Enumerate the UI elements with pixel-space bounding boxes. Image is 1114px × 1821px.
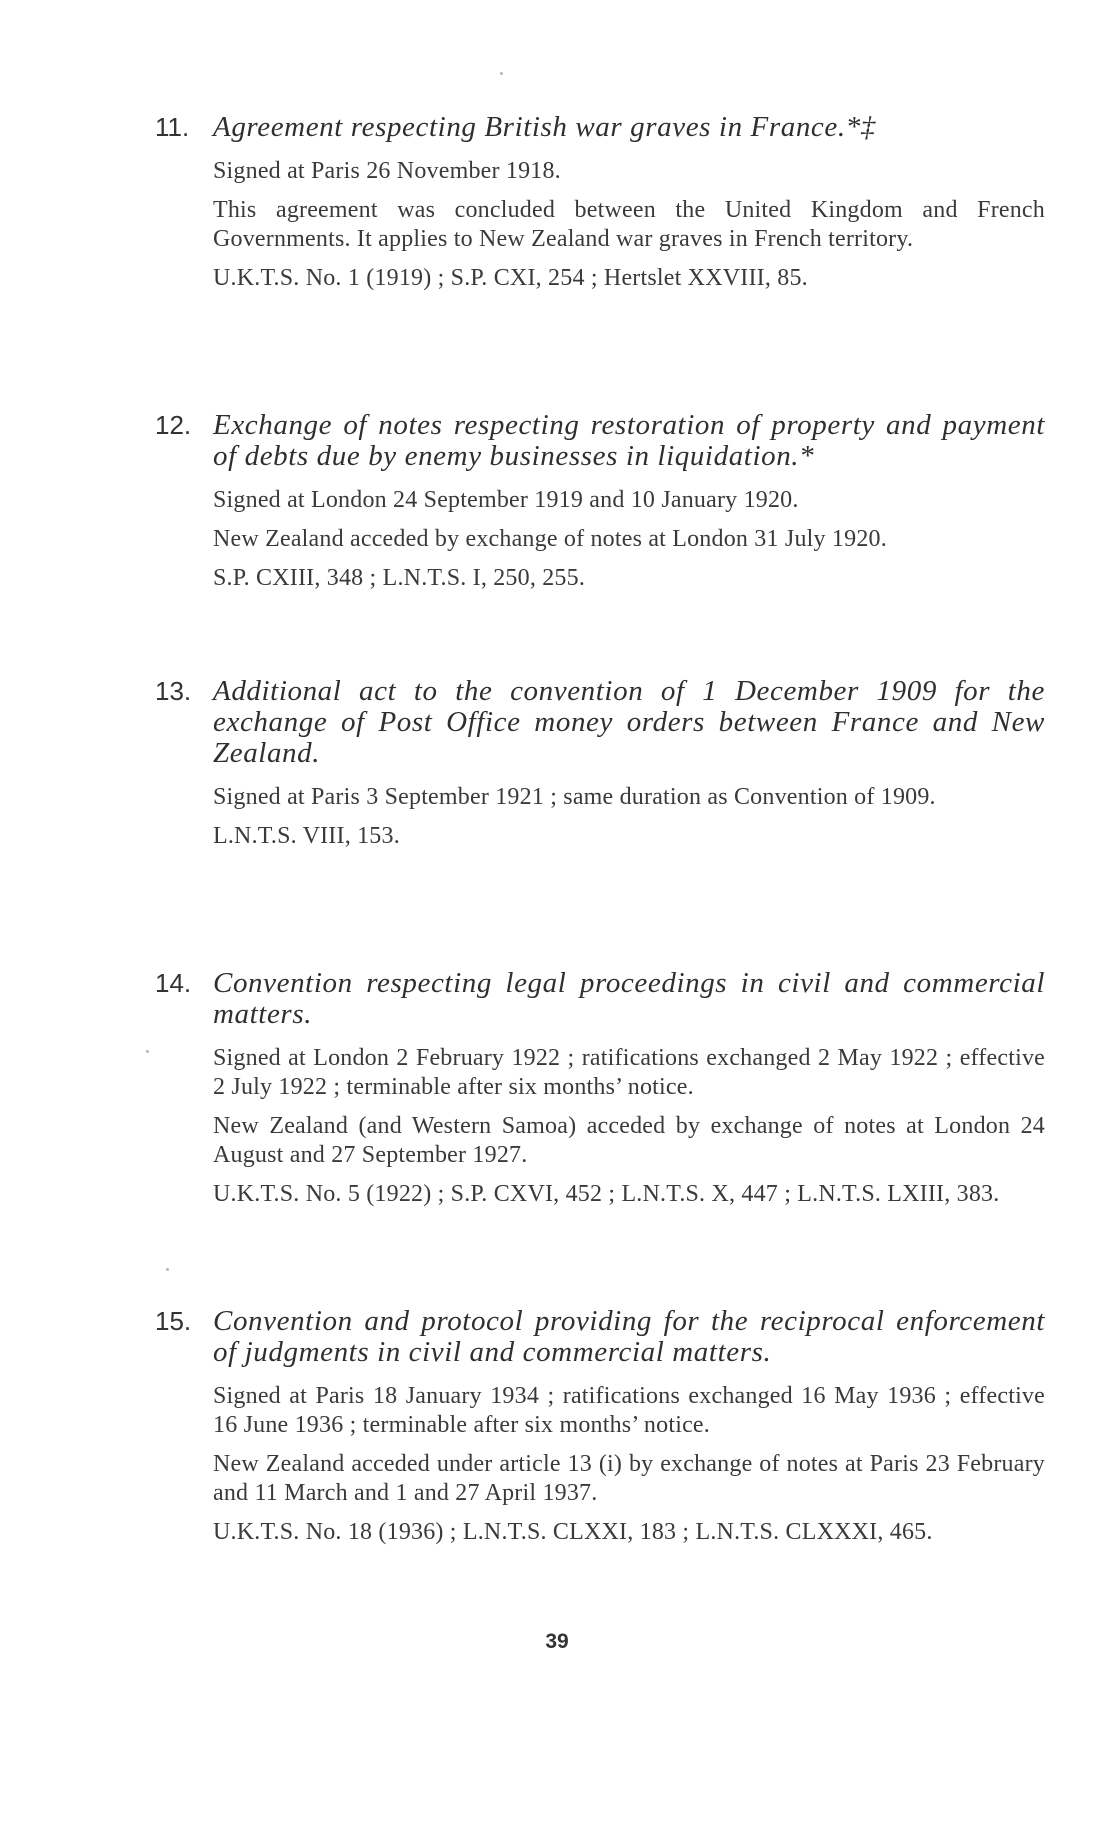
entry-number: 12. [155,410,192,440]
entry-title-text: Convention respecting legal proceedings in civil and commercial matters. [213,967,1045,1030]
entry-title-text: Exchange of notes respecting restoration of property and payment of debts due by enemy businesses in liquidation.* [213,409,1045,472]
entry-signing: Signed at London 2 February 1922 ; ratifications exchanged 2 May 1922 ; effective 2 July 1922 ; terminable after six months’ notice. [213,1045,1045,1100]
entry-accession: New Zealand (and Western Samoa) acceded by exchange of notes at London 24 August and 27 September 1927. [213,1113,1045,1168]
entry-references: S.P. CXIII, 348 ; L.N.T.S. I, 250, 255. [213,565,586,591]
entry-number: 11. [155,112,190,142]
entry-title [155,676,1045,769]
entry-signing: Signed at London 24 September 1919 and 10 January 1920. [213,487,799,513]
entry-number: 14. [155,968,192,998]
paper-speck [166,1268,169,1271]
entry-references: L.N.T.S. VIII, 153. [213,823,400,849]
paper-speck [500,72,503,75]
entry-title-text: Convention and protocol providing for the reciprocal enforcement of judgments in civil and commercial matters. [213,1305,1045,1368]
entry-title [155,410,1045,472]
entry-number: 15. [155,1306,192,1336]
entry-title-text: Additional act to the convention of 1 December 1909 for the exchange of Post Office money orders between France and New Zealand. [213,675,1045,769]
treaty-entry-14 [155,968,1045,1209]
page-number: 39 [545,1630,569,1653]
treaty-entry-15 [155,1306,1045,1547]
entry-title-text: Agreement respecting British war graves in France.*‡ [213,111,876,143]
entry-accession: New Zealand acceded under article 13 (i) by exchange of notes at Paris 23 February and 11 March and 1 and 27 April 1937. [213,1451,1045,1506]
entry-signing: Signed at Paris 26 November 1918. [213,158,561,184]
entry-note: This agreement was concluded between the United Kingdom and French Governments. It applies to New Zealand war graves in French territory. [213,197,1045,252]
paper-speck [146,1050,149,1053]
entry-signing: Signed at Paris 3 September 1921 ; same duration as Convention of 1909. [213,784,936,810]
entry-signing: Signed at Paris 18 January 1934 ; ratifications exchanged 16 May 1936 ; effective 16 June 1936 ; terminable after six months’ notice. [213,1383,1045,1438]
treaty-entry-12 [155,410,1045,593]
entry-references: U.K.T.S. No. 5 (1922) ; S.P. CXVI, 452 ; L.N.T.S. X, 447 ; L.N.T.S. LXIII, 383. [213,1181,1000,1207]
entry-references: U.K.T.S. No. 1 (1919) ; S.P. CXI, 254 ; Hertslet XXVIII, 85. [213,265,808,291]
entry-title [155,1306,1045,1368]
entry-title [155,112,1045,143]
entry-number: 13. [155,676,192,706]
treaty-entry-13 [155,676,1045,851]
treaty-entry-11 [155,112,1045,293]
entry-title [155,968,1045,1030]
entry-accession: New Zealand acceded by exchange of notes at London 31 July 1920. [213,526,887,552]
entry-references: U.K.T.S. No. 18 (1936) ; L.N.T.S. CLXXI, 183 ; L.N.T.S. CLXXXI, 465. [213,1519,933,1545]
